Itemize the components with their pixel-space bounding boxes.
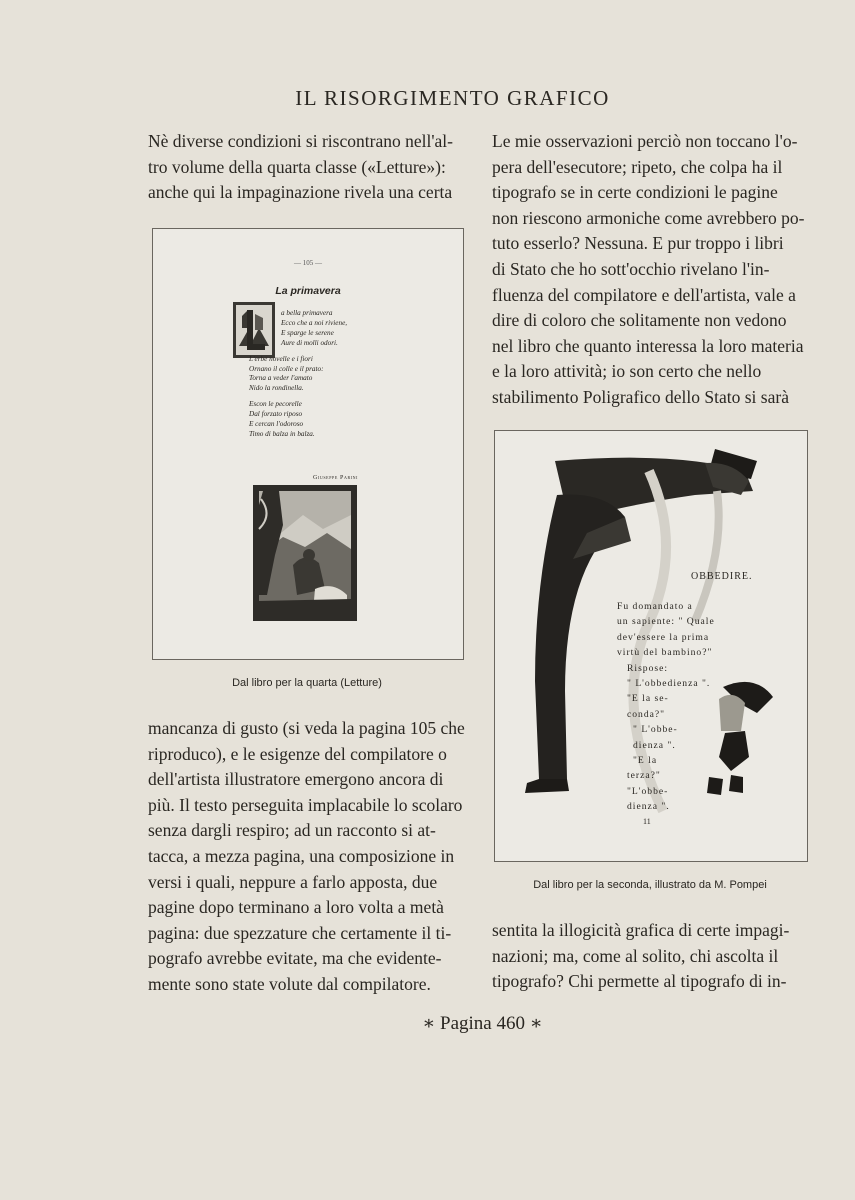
text-line: riproduco), e le esigenze del compilatore o — [148, 743, 447, 764]
page-footer: ∗ Pagina 460 ∗ — [422, 1013, 543, 1034]
right-column-bottom — [492, 918, 810, 995]
verse-line: Timo di balza in balza. — [249, 429, 315, 438]
stanza — [249, 309, 429, 349]
text-line: nazioni; ma, come al solito, chi ascolta il — [492, 945, 779, 966]
text-line: fluenza del compilatore e dell'artista, vale a — [492, 284, 796, 305]
mini-page-number: — 105 — — [294, 259, 322, 267]
text-line: tacca, a mezza pagina, una composizione in — [148, 845, 455, 866]
text-line: stabilimento Poligrafico dello Stato si sarà — [492, 386, 789, 407]
story-line: "E la — [633, 755, 658, 767]
woodcut-illustration — [253, 485, 357, 621]
story-line: terza?" — [627, 770, 661, 782]
story-line: "L'obbe- — [627, 785, 669, 797]
poem-verses — [249, 309, 429, 446]
text-line: tipografo se in certe condizioni le pagine — [492, 182, 778, 203]
story-line: dienza ". — [627, 801, 670, 813]
story-line: conda?" — [627, 708, 666, 720]
story-line: dev'essere la prima — [617, 631, 710, 643]
poem-title: La primavera — [275, 285, 341, 297]
verse-line: Nido la rondinella. — [249, 384, 304, 393]
text-line: tipografo? Chi permette al tipografo di in- — [492, 971, 787, 992]
poem-author: Giuseppe Parini — [313, 475, 359, 481]
text-line: Nè diverse condizioni si riscontrano nell'al- — [148, 131, 453, 151]
text-line: pera dell'esecutore; ripeto, che colpa ha il — [492, 156, 783, 177]
text-line: più. Il testo perseguita implacabile lo scolaro — [148, 794, 463, 815]
text-line: pagina: due spezzature che certamente il ti- — [148, 922, 452, 943]
figure-caption-left: Dal libro per la quarta (Letture) — [232, 677, 382, 689]
verse-line: a bella primavera — [281, 309, 333, 317]
text-line: Le mie osservazioni perciò non toccano l'o- — [492, 131, 798, 151]
verse-line: Aure di molli odori. — [281, 338, 338, 347]
text-line: non riescono armoniche come avrebbero po- — [492, 207, 805, 228]
story-line: un sapiente: " Quale — [617, 616, 715, 628]
verse-line: Dal forzato riposo — [249, 410, 303, 419]
story-heading: OBBEDIRE. — [691, 571, 753, 582]
text-line: dell'artista illustratore emergono ancora di — [148, 769, 444, 790]
verse-line: E sparge le serene — [281, 328, 334, 337]
mini-page-number: 11 — [643, 817, 651, 826]
figure-caption-right: Dal libro per la seconda, illustrato da M. Pompei — [533, 879, 767, 891]
text-line: dire di coloro che solitamente non vedono — [492, 310, 787, 331]
text-line: mente sono state volute dal compilatore. — [148, 973, 431, 994]
running-header: IL RISORGIMENTO GRAFICO — [295, 86, 610, 110]
verse-line: Ecco che a noi riviene, — [281, 318, 348, 327]
story-line: " L'obbe- — [633, 724, 678, 736]
story-line: dienza ". — [633, 739, 676, 751]
verse-line: Torna a veder l'amato — [249, 374, 313, 383]
figure-obbedire-page — [494, 430, 808, 862]
text-line: e la loro attività; io son certo che nello — [492, 361, 762, 382]
text-line: di Stato che ho sott'occhio rivelano l'in- — [492, 258, 770, 279]
text-line: sentita la illogicità grafica di certe impagi- — [492, 920, 790, 940]
verse-line: Ornano il colle e il prato: — [249, 364, 324, 373]
left-column-bottom — [148, 716, 466, 998]
left-column-top — [148, 129, 466, 206]
text-line: pagine dopo terminano a loro volta a metà — [148, 897, 444, 918]
story-line: Fu domandato a — [617, 601, 693, 612]
verse-line: L'erbe novelle e i fiori — [249, 354, 313, 363]
text-line: versi i quali, neppure a farlo apposta, due — [148, 871, 438, 892]
text-line: senza dargli respiro; ad un racconto si at- — [148, 820, 436, 841]
stanza — [249, 400, 429, 440]
story-line: "E la se- — [627, 693, 669, 705]
story-line: Rispose: — [627, 662, 669, 674]
text-line: tro volume della quarta classe («Letture»): — [148, 156, 446, 177]
story-text — [617, 599, 787, 815]
story-line: " L'obbedienza ". — [627, 678, 711, 690]
story-line: virtù del bambino?" — [617, 647, 713, 659]
figure-primavera-page — [152, 228, 464, 660]
verse-line: Escon le pecorelle — [249, 400, 302, 409]
text-line: anche qui la impaginazione rivela una certa — [148, 182, 453, 203]
stanza — [249, 355, 429, 395]
text-line: mancanza di gusto (si veda la pagina 105 che — [148, 718, 465, 738]
verse-line: E cercan l'odoroso — [249, 420, 304, 429]
text-line: nel libro che quanto interessa la loro materia — [492, 335, 804, 356]
text-line: tuto esserlo? Nessuna. E pur troppo i libri — [492, 233, 784, 254]
right-column-top — [492, 129, 810, 411]
text-line: pografo avrebbe evitate, ma che evidente- — [148, 948, 442, 969]
